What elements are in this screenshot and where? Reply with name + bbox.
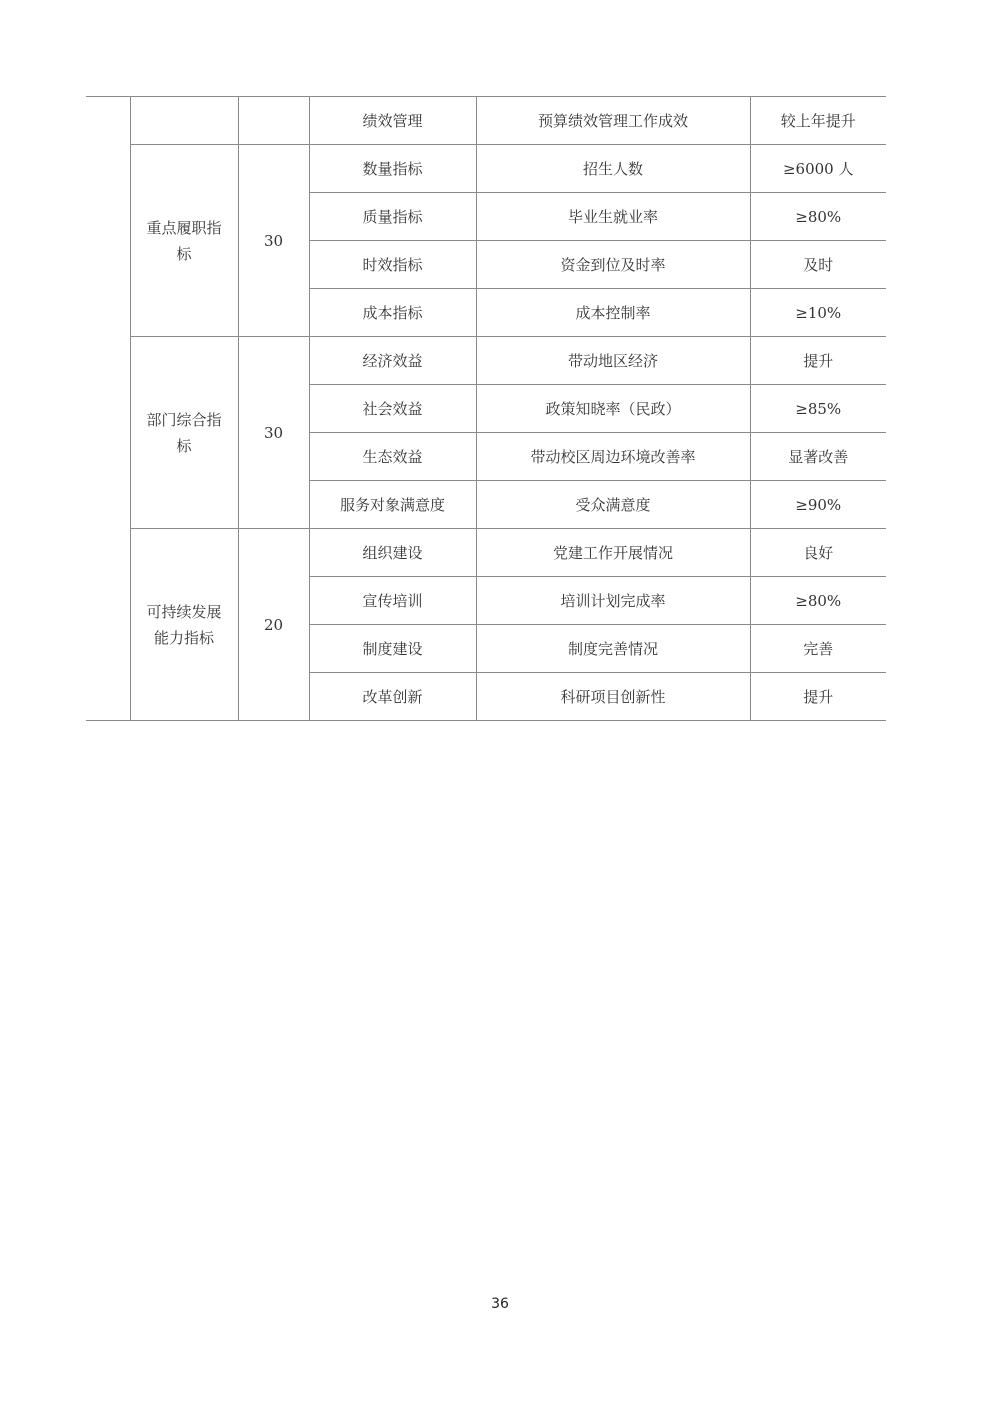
target-cell: 较上年提升 [750,97,886,145]
item-cell: 培训计划完成率 [476,577,750,625]
item-cell: 招生人数 [476,145,750,193]
table-row [86,529,886,577]
indicator-cell: 数量指标 [309,145,476,193]
indicator-cell: 成本指标 [309,289,476,337]
target-cell: 提升 [750,673,886,721]
item-cell: 带动校区周边环境改善率 [476,433,750,481]
table-row [86,337,886,385]
page-number: 36 [491,1296,509,1312]
target-cell: ≥10% [750,289,886,337]
item-cell: 科研项目创新性 [476,673,750,721]
item-cell: 资金到位及时率 [476,241,750,289]
indicator-cell: 组织建设 [309,529,476,577]
item-cell: 党建工作开展情况 [476,529,750,577]
indicator-cell: 质量指标 [309,193,476,241]
item-cell: 成本控制率 [476,289,750,337]
score-cell: 30 [238,337,309,529]
score-cell: 30 [238,145,309,337]
indicator-cell: 时效指标 [309,241,476,289]
target-cell: ≥6000 人 [750,145,886,193]
category-cell: 部门综合指标 [130,337,238,529]
item-cell: 政策知晓率（民政） [476,385,750,433]
item-cell: 受众满意度 [476,481,750,529]
category-cell: 可持续发展能力指标 [130,529,238,721]
blank-score-cell [238,97,309,145]
target-cell: ≥90% [750,481,886,529]
target-cell: 良好 [750,529,886,577]
category-cell: 重点履职指标 [130,145,238,337]
indicator-cell: 经济效益 [309,337,476,385]
indicator-cell: 改革创新 [309,673,476,721]
indicator-cell: 服务对象满意度 [309,481,476,529]
blank-left-cell [86,97,130,721]
item-cell: 预算绩效管理工作成效 [476,97,750,145]
target-cell: 提升 [750,337,886,385]
target-cell: ≥80% [750,577,886,625]
indicator-cell: 制度建设 [309,625,476,673]
indicator-cell: 生态效益 [309,433,476,481]
indicator-cell: 宣传培训 [309,577,476,625]
target-cell: ≥85% [750,385,886,433]
table-row [86,145,886,193]
item-cell: 毕业生就业率 [476,193,750,241]
indicator-cell: 社会效益 [309,385,476,433]
item-cell: 制度完善情况 [476,625,750,673]
blank-category-cell [130,97,238,145]
target-cell: 显著改善 [750,433,886,481]
performance-indicator-table [86,96,886,721]
indicator-cell: 绩效管理 [309,97,476,145]
table-row [86,97,886,145]
target-cell: 完善 [750,625,886,673]
item-cell: 带动地区经济 [476,337,750,385]
score-cell: 20 [238,529,309,721]
target-cell: ≥80% [750,193,886,241]
target-cell: 及时 [750,241,886,289]
